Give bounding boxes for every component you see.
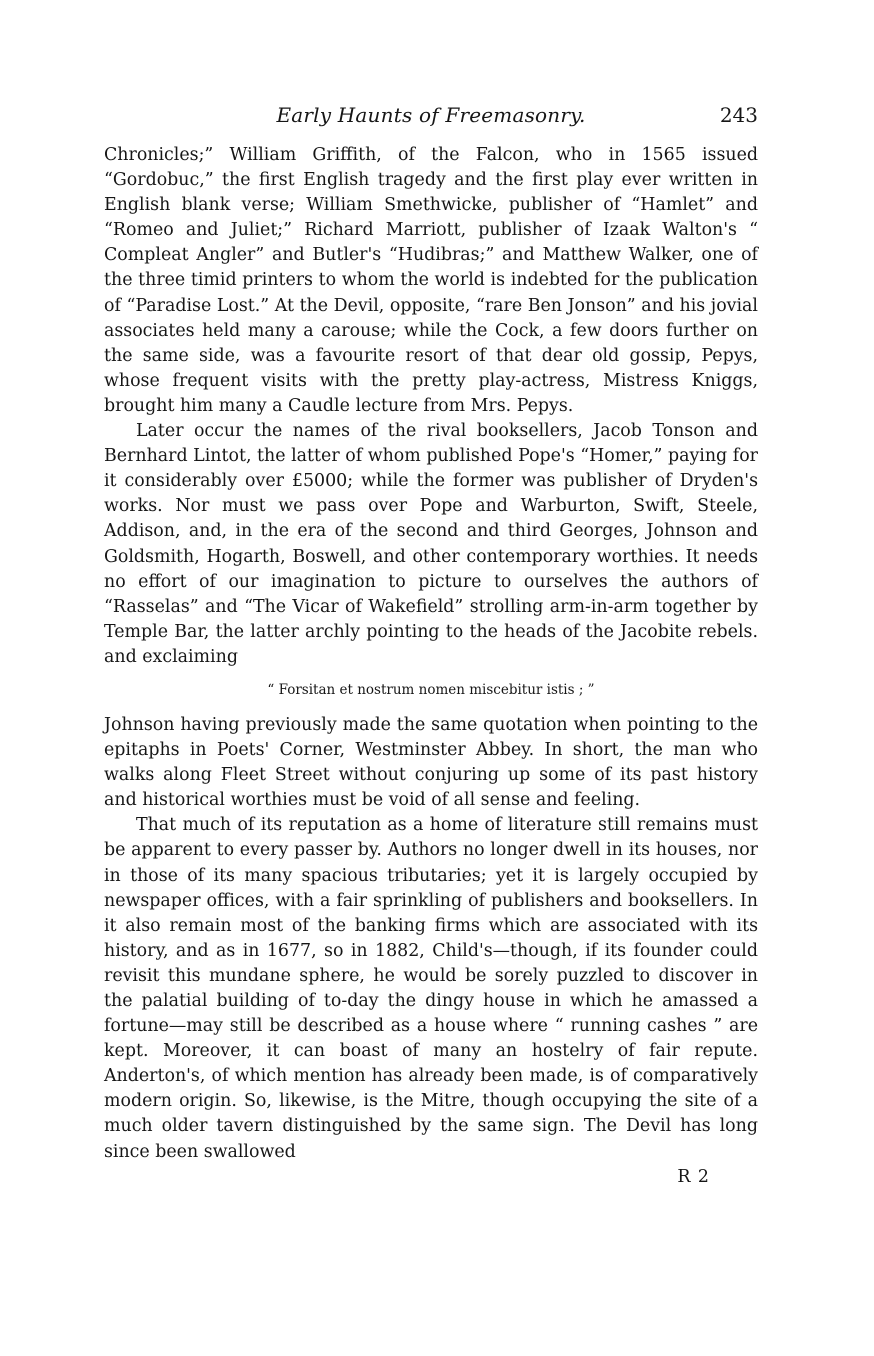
paragraph-1: Chronicles;” William Griffith, of the Falcon, who in 1565 issued “Gordobuc,” the first English tragedy and the first play ever written in English blank verse; William Smethwicke, publisher of “Hamlet” and “Romeo and Juliet;” Richard Marriott, publisher of Izaak Walton's “ Compleat Angler” and Butler's “Hudibras;” and Matthew Walker, one of the three timid printers to whom the world is indebted for the publication of “Paradise Lost.” At the Devil, opposite, “rare Ben Jonson” and his jovial associates held many a carouse; while the Cock, a few doors further on the same side, was a favourite resort of that dear old gossip, Pepys, whose frequent visits with the pretty play-actress, Mistress Kniggs, brought him many a Caudle lecture from Mrs. Pepys.	[104, 145, 758, 416]
paragraph-3: Johnson having previously made the same quotation when pointing to the epitaphs in Poets' Corner, Westminster Abbey. In short, the man who walks along Fleet Street without conjuring up some of its past history and historical worthies must be void of all sense and feeling.	[104, 714, 758, 811]
page-header	[104, 103, 758, 143]
latin-quotation: “ Forsitan et nostrum nomen miscebitur istis ; ”	[267, 681, 595, 698]
book-page	[104, 103, 758, 1187]
signature-mark: R 2	[677, 1166, 710, 1187]
running-title: Early Haunts of Freemasonry.	[276, 103, 586, 127]
paragraph-2: Later occur the names of the rival booksellers, Jacob Tonson and Bernhard Lintot, the latter of whom published Pope's “Homer,” paying for it considerably over £5000; while the former was publisher of Dryden's works. Nor must we pass over Pope and Warburton, Swift, Steele, Addison, and, in the era of the second and third Georges, Johnson and Goldsmith, Hogarth, Boswell, and other contemporary worthies. It needs no effort of our imagination to picture to ourselves the authors of “Rasselas” and “The Vicar of Wakefield” strolling arm-in-arm together by Temple Bar, the latter archly pointing to the heads of the Jacobite rebels. and exclaiming	[104, 421, 758, 667]
paragraph-4: That much of its reputation as a home of literature still remains must be apparent to every passer by. Authors no longer dwell in its houses, nor in those of its many spacious tributaries; yet it is largely occupied by newspaper offices, with a fair sprinkling of publishers and booksellers. In it also remain most of the banking firms which are associated with its history, and as in 1677, so in 1882, Child's—though, if its founder could revisit this mundane sphere, he would be sorely puzzled to discover in the palatial building of to-day the dingy house in which he amassed a fortune—may still be described as a house where “ running cashes ” are kept. Moreover, it can boast of many an hostelry of fair repute. Anderton's, of which mention has already been made, is of comparatively modern origin. So, likewise, is the Mitre, though occupying the site of a much older tavern distinguished by the same sign. The Devil has long since been swallowed	[104, 815, 758, 1162]
page-number: 243	[719, 103, 758, 127]
